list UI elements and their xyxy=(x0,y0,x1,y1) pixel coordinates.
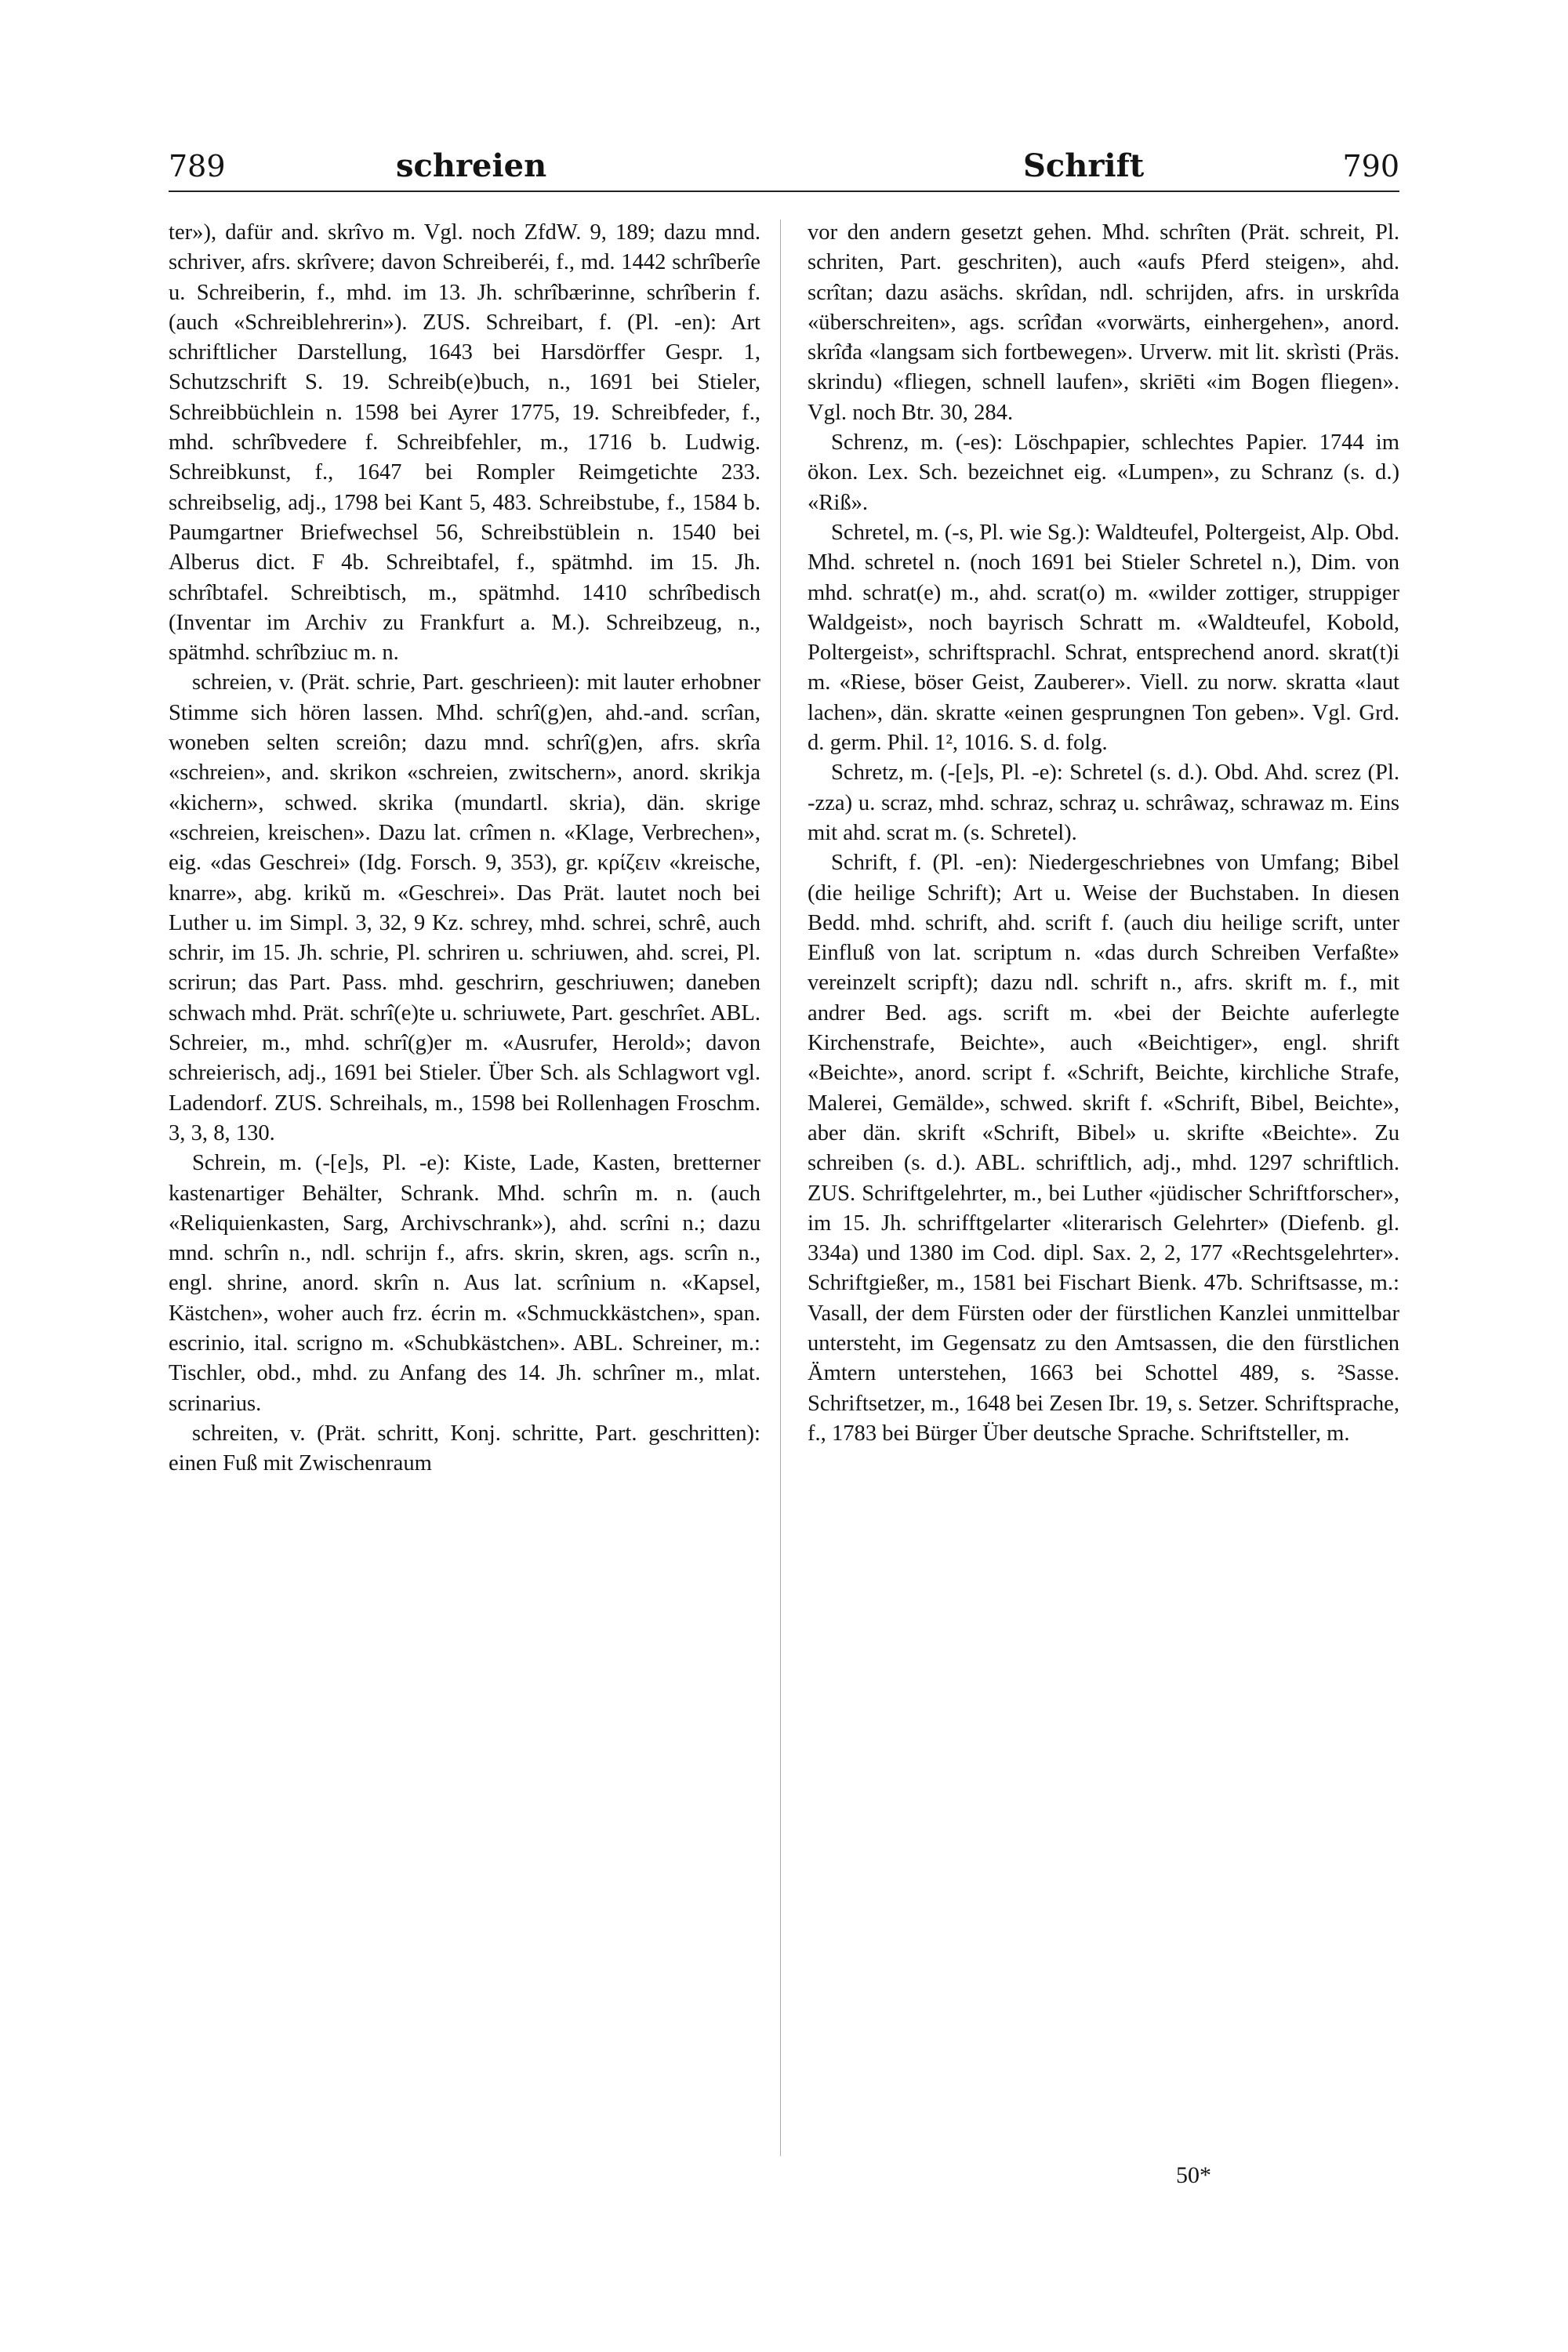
header-rule xyxy=(169,191,1399,192)
entry-schreiten: schreiten, v. (Prät. schritt, Konj. schritte, Part. geschritten): einen Fuß mit Zwischenraum xyxy=(169,1421,760,1476)
entry-schretz: Schretz, m. (-[e]s, Pl. -e): Schretel (s. d.). Obd. Ahd. screz (Pl. -zza) u. scraz, mhd. schraz, schraȥ u. schrâwaȥ, schrawaz m. Eins mit ahd. scrat m. (s. Schretel). xyxy=(808,760,1399,845)
entry-schrein: Schrein, m. (-[e]s, Pl. -e): Kiste, Lade, Kasten, bretterner kastenartiger Behälter, Schrank. Mhd. schrîn m. n. (auch «Reliquienkasten, Sarg, Archivschrank»), ahd. scrîni n.; dazu mnd. schrîn n., ndl. schrijn f., afrs. skrin, skren, ags. scrîn n., engl. shrine, anord. skrîn n. Aus lat. scrînium n. «Kapsel, Kästchen», woher auch frz. écrin m. «Schmuckkästchen», span. escrinio, ital. scrigno m. «Schubkästchen». ABL. Schreiner, m.: Tischler, obd., mhd. zu Anfang des 14. Jh. schrîner m., mlat. scrinarius. xyxy=(169,1151,760,1416)
entry-schretel: Schretel, m. (-s, Pl. wie Sg.): Waldteufel, Poltergeist, Alp. Obd. Mhd. schretel n. (noch 1691 bei Stieler Schretel n.), Dim. von mhd. schrat(e) m., ahd. scrat(o) m. «wilder zottiger, struppiger Waldgeist», noch bayrisch Schratt m. «Waldteufel, Kobold, Poltergeist», schriftsprachl. Schrat, entsprechend anord. skrat(t)i m. «Riese, böser Geist, Zauberer». Viell. zu norw. skratta «laut lachen», dän. skratte «einen gesprungnen Ton geben». Vgl. Grd. d. germ. Phil. 1², 1016. S. d. folg. xyxy=(808,520,1399,756)
signature-mark: 50* xyxy=(1176,2162,1211,2188)
entry-schreien: schreien, v. (Prät. schrie, Part. geschrieen): mit lauter erhobner Stimme sich hören lassen. Mhd. schrî(g)en, ahd.-and. scrîan, woneben selten screiôn; dazu mnd. schrî(g)en, afrs. skrîa «schreien», and. skrikon «schreien, zwitschern», anord. skrikja «kichern», schwed. skrika (mundartl. skria), dän. skrige «schreien, kreischen». Dazu lat. crîmen n. «Klage, Verbrechen», eig. «das Geschrei» (Idg. Forsch. 9, 353), gr. κρίζειν «kreische, knarre», abg. krikŭ m. «Geschrei». Das Prät. lautet noch bei Luther u. im Simpl. 3, 32, 9 Kz. schrey, mhd. schrei, schrê, auch schrir, im 15. Jh. schrie, Pl. schriren u. schriuwen, ahd. screi, Pl. scrirun; das Part. Pass. mhd. geschrirn, geschriuwen; daneben schwach mhd. Prät. schrî(e)te u. schriuwete, Part. geschrîet. ABL. Schreier, m., mhd. schrî(g)er m. «Ausrufer, Herold»; davon schreierisch, adj., 1691 bei Stieler. Über Sch. als Schlagwort vgl. Ladendorf. ZUS. Schreihals, m., 1598 bei Rollenhagen Froschm. 3, 3, 8, 130. xyxy=(169,670,760,1145)
page-number-right: 790 xyxy=(1342,149,1399,183)
entry-schrift: Schrift, f. (Pl. -en): Niedergeschriebnes von Umfang; Bibel (die heilige Schrift); Art u. Weise der Buchstaben. In diesen Bedd. mhd. schrift, ahd. scrift f. (auch diu heilige scrift, unter Einfluß von lat. scriptum n. «das durch Schreiben Verfaßte» vereinzelt scripft); dazu ndl. schrift n., afrs. skrift m. f., mit andrer Bed. ags. scrift m. «bei der Beichte auferlegte Kirchenstrafe, Beichte», auch «Beichtiger», engl. shrift «Beichte», anord. script f. «Schrift, Beichte, kirchliche Strafe, Malerei, Gemälde», schwed. skrift f. «Schrift, Bibel, Beichte», aber dän. skrift «Schrift, Bibel» u. skrifte «Beichte». Zu schreiben (s. d.). ABL. schriftlich, adj., mhd. 1297 schriftlich. ZUS. Schriftgelehrter, m., bei Luther «jüdischer Schriftforscher», im 15. Jh. schrifftgelarter «literarisch Gelehrter» (Diefenb. gl. 334a) und 1380 im Cod. dipl. Sax. 2, 2, 177 «Rechtsgelehrter». Schriftgießer, m., 1581 bei Fischart Bienk. 47b. Schriftsasse, m.: Vasall, der dem Fürsten oder der fürstlichen Kanzlei unmittelbar untersteht, im Gegensatz zu den Amtsassen, die den fürstlichen Ämtern unterstehen, 1663 bei Schottel 489, s. ²Sasse. Schriftsetzer, m., 1648 bei Zesen Ibr. 19, s. Setzer. Schriftsprache, f., 1783 bei Bürger Über deutsche Sprache. Schriftsteller, m. xyxy=(808,851,1399,1446)
running-head-right: Schrift xyxy=(1023,147,1145,184)
column-divider xyxy=(780,220,781,2156)
entry-schreiten-continued: vor den andern gesetzt gehen. Mhd. schrîten (Prät. schreit, Pl. schriten, Part. geschriten), auch «aufs Pferd steigen», ahd. scrîtan; dazu asächs. skrîdan, ndl. schrijden, afrs. in urskrîda «überschreiten», ags. scrîđan «vorwärts, einhergehen», anord. skrîđa «langsam sich fortbewegen». Urverw. mit lit. skrìsti (Präs. skrindu) «fliegen, schnell laufen», skriēti «im Bogen fliegen». Vgl. noch Btr. 30, 284. xyxy=(808,220,1399,425)
right-column xyxy=(808,218,1399,1449)
page-number-left: 789 xyxy=(169,149,226,183)
running-head-left: schreien xyxy=(396,147,547,184)
left-column xyxy=(169,218,760,1479)
entry-schreiber-continued: ter»), dafür and. skrîvo m. Vgl. noch ZfdW. 9, 189; dazu mnd. schriver, afrs. skrîvere; davon Schreiberéi, f., md. 1442 schrîberîe u. Schreiberin, f., mhd. im 13. Jh. schrîbærinne, schrîberin f. (auch «Schreiblehrerin»). ZUS. Schreibart, f. (Pl. -en): Art schriftlicher Darstellung, 1643 bei Harsdörffer Gespr. 1, Schutzschrift S. 19. Schreib(e)buch, n., 1691 bei Stieler, Schreibbüchlein n. 1598 bei Ayrer 1775, 19. Schreibfeder, f., mhd. schrîbvedere f. Schreibfehler, m., 1716 b. Ludwig. Schreibkunst, f., 1647 bei Rompler Reimgetichte 233. schreibselig, adj., 1798 bei Kant 5, 483. Schreibstube, f., 1584 b. Paumgartner Briefwechsel 56, Schreibstüblein n. 1540 bei Alberus dict. F 4b. Schreibtafel, f., spätmhd. im 15. Jh. schrîbtafel. Schreibtisch, m., spätmhd. 1410 schrîbedisch (Inventar im Archiv zu Frankfurt a. M.). Schreibzeug, n., spätmhd. schrîbziuc m. n. xyxy=(169,220,760,666)
page-header xyxy=(169,149,1399,196)
entry-schrenz: Schrenz, m. (-es): Löschpapier, schlechtes Papier. 1744 im ökon. Lex. Sch. bezeichnet eig. «Lumpen», zu Schranz (s. d.) «Riß». xyxy=(808,430,1399,515)
